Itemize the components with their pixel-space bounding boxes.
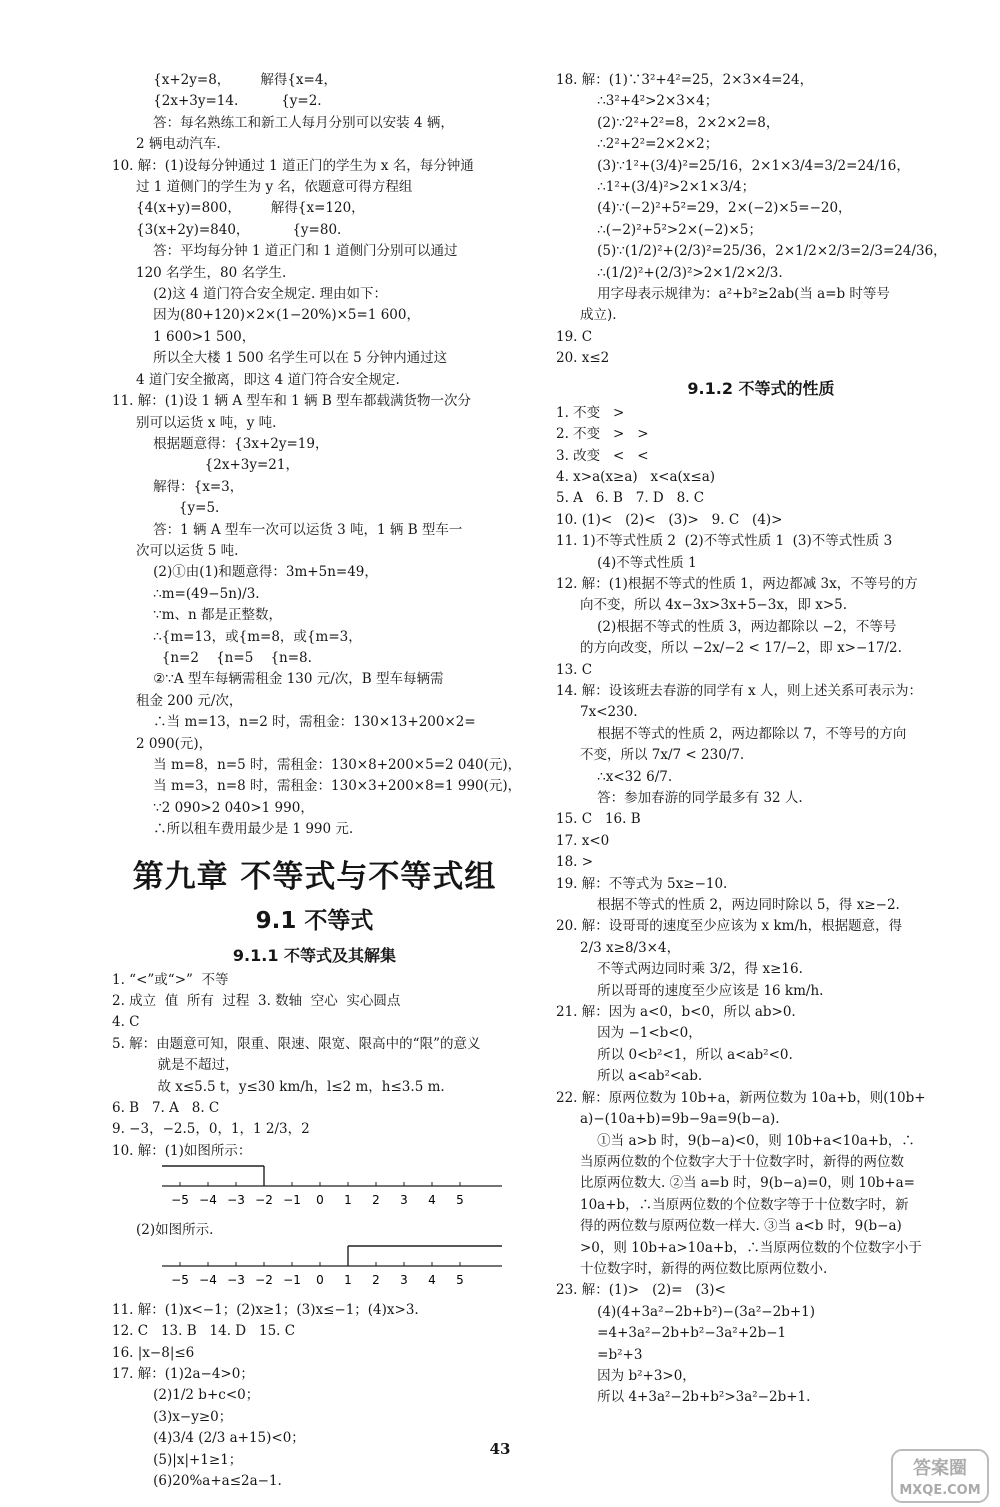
answer-line: 当原两位数的个位数字大于十位数字时，新得的两位数 bbox=[580, 1153, 904, 1170]
answer-line: 13. C bbox=[556, 661, 593, 678]
answer-line: 比原两位数大. ②当 a=b 时，9(b−a)=0，则 10b+a= bbox=[580, 1175, 915, 1192]
answer-line: 租金 200 元/次， bbox=[136, 692, 243, 709]
answer-line: {n=2 {n=5 {n=8. bbox=[136, 649, 312, 666]
answers-9-1-1-part3 bbox=[556, 70, 966, 370]
answer-line: a)−(10a+b)=9b−9a=9(b−a). bbox=[580, 1111, 780, 1128]
answer-line: 解得：{x=3， bbox=[136, 478, 244, 495]
answer-line: 1. 不变 > bbox=[556, 404, 625, 421]
number-line-tick-label: −5 bbox=[171, 1193, 189, 1208]
answer-line: (6)20%a+a≤2a−1. bbox=[136, 1472, 282, 1489]
left-column bbox=[112, 70, 522, 1492]
answer-line: 17. 解：(1)2a−4>0； bbox=[112, 1365, 254, 1382]
answers-9-1-2 bbox=[556, 403, 966, 1409]
answer-line: 18. > bbox=[556, 854, 594, 871]
answer-line: (3)x−y≥0； bbox=[136, 1408, 233, 1425]
answers-9-1-1-part1 bbox=[112, 970, 517, 1163]
number-line-tick-label: 2 bbox=[372, 1193, 380, 1208]
answer-line: 答：参加春游的同学最多有 32 人. bbox=[580, 790, 803, 806]
answer-line: 因为 −1<b<0， bbox=[580, 1025, 702, 1042]
answer-line: 23. 解：(1)> (2)= (3)< bbox=[556, 1282, 726, 1299]
number-line-2-svg bbox=[112, 1244, 517, 1298]
answer-line: 过 1 道侧门的学生为 y 名，依题意可得方程组 bbox=[136, 179, 413, 196]
number-line-tick-label: 4 bbox=[428, 1193, 436, 1208]
answer-line: ∴2²+2²=2×2×2； bbox=[580, 136, 719, 153]
answer-line: 因为(80+120)×2×(1−20%)×5=1 600， bbox=[136, 307, 420, 324]
answer-line: 14. 解：设该班去春游的同学有 x 人，则上述关系可表示为： bbox=[556, 682, 922, 699]
number-line-tick-label: −5 bbox=[171, 1272, 189, 1287]
chapter-title: 第九章 不等式与不等式组 bbox=[132, 858, 497, 895]
number-line-tick-label: 3 bbox=[400, 1272, 408, 1287]
answer-line: (4)(4+3a²−2b+b²)−(3a²−2b+1) bbox=[580, 1303, 816, 1320]
answer-line: 2. 不变 > > bbox=[556, 426, 649, 443]
number-line-tick-label: 3 bbox=[400, 1193, 408, 1208]
answer-line: 1. “<”或“>” 不等 bbox=[112, 971, 229, 988]
answer-line: 1 600>1 500， bbox=[136, 328, 256, 345]
answer-line: 答：每名熟练工和新工人每月分别可以安装 4 辆， bbox=[136, 114, 454, 131]
answer-line: (5)∵(1/2)²+(2/3)²=25/36，2×1/2×2/3=2/3=24/36， bbox=[580, 243, 947, 260]
answer-line: 4 道门安全撤离，即这 4 道门符合安全规定. bbox=[136, 371, 400, 388]
answer-line: 16. |x−8|≤6 bbox=[112, 1344, 195, 1361]
answer-line: 根据不等式的性质 2，两边都除以 7，不等号的方向 bbox=[580, 725, 907, 742]
answer-line: 10. 解：(1)如图所示： bbox=[112, 1142, 252, 1159]
answer-line: 别可以运货 x 吨，y 吨. bbox=[136, 414, 277, 431]
answer-line: ∴1²+(3/4)²>2×1×3/4； bbox=[580, 179, 756, 196]
answer-line: ∴m=(49−5n)/3. bbox=[136, 585, 260, 602]
answer-line: =4+3a²−2b+b²−3a²+2b−1 bbox=[580, 1325, 787, 1342]
answer-line: 10. 解：(1)设每分钟通过 1 道正门的学生为 x 名，每分钟通 bbox=[112, 157, 474, 174]
answer-line: 18. 解：(1)∵3²+4²=25，2×3×4=24， bbox=[556, 72, 814, 88]
answer-line: ∴3²+4²>2×3×4； bbox=[580, 93, 719, 110]
answer-line: 21. 解：因为 a<0，b<0，所以 ab>0. bbox=[556, 1004, 796, 1021]
answer-line: ∴(1/2)²+(2/3)²>2×1/2×2/3. bbox=[580, 264, 783, 281]
answer-line: 根据题意得：{3x+2y=19， bbox=[136, 435, 329, 452]
answer-line: 2. 成立 值 所有 过程 3. 数轴 空心 实心圆点 bbox=[112, 993, 401, 1010]
number-line-tick-label: 0 bbox=[316, 1193, 324, 1208]
answer-line: 就是不超过， bbox=[136, 1057, 239, 1074]
answer-line: ∵2 090>2 040>1 990， bbox=[136, 799, 314, 816]
answer-line: 120 名学生，80 名学生. bbox=[136, 264, 287, 281]
watermark-text: 答案圈 bbox=[913, 1458, 967, 1479]
number-line-tick-label: 4 bbox=[428, 1272, 436, 1287]
answer-line: (2)∵2²+2²=8，2×2×2=8， bbox=[580, 114, 780, 131]
answer-line: 答：1 辆 A 型车一次可以运货 3 吨，1 辆 B 型车一 bbox=[136, 521, 463, 538]
watermark-url: MXQE.COM bbox=[899, 1483, 981, 1498]
answer-line: (2)这 4 道门符合安全规定. 理由如下： bbox=[136, 286, 388, 303]
answer-line: 次可以运货 5 吨. bbox=[136, 542, 239, 559]
answer-line: {x+2y=8， 解得{x=4， bbox=[136, 72, 337, 88]
number-line-tick-label: 0 bbox=[316, 1272, 324, 1287]
answer-line: (4)∵(−2)²+5²=29，2×(−2)×5=−20， bbox=[580, 200, 852, 217]
answer-line: ∴当 m=13，n=2 时，需租金：130×13+200×2= bbox=[136, 714, 476, 731]
answer-line: 15. C 16. B bbox=[556, 811, 641, 828]
number-line-tick-label: −3 bbox=[227, 1272, 245, 1287]
answer-line: 答：平均每分钟 1 道正门和 1 道侧门分别可以通过 bbox=[136, 243, 458, 260]
answer-line: 7x<230. bbox=[580, 704, 638, 721]
answers-9-1-1-part2 bbox=[112, 1300, 517, 1493]
answer-line: 10a+b，∴当原两位数的个位数字等于十位数字时，新 bbox=[580, 1196, 909, 1213]
answer-line: 19. 解：不等式为 5x≥−10. bbox=[556, 875, 728, 892]
section-title: 9.1 不等式 bbox=[255, 907, 374, 934]
number-line-tick-label: −1 bbox=[283, 1193, 301, 1208]
answer-line: 5. 解：由题意可知，限重、限速、限宽、限高中的“限”的意义 bbox=[112, 1035, 481, 1052]
answer-line: 根据不等式的性质 2，两边同时除以 5，得 x≥−2. bbox=[580, 897, 900, 914]
answer-line: 不等式两边同时乘 3/2，得 x≥16. bbox=[580, 961, 803, 978]
answer-line: 20. x≤2 bbox=[556, 350, 610, 367]
page-number: 43 bbox=[489, 1440, 511, 1458]
right-column bbox=[556, 70, 966, 1409]
answer-line: 所以哥哥的速度至少应该是 16 km/h. bbox=[580, 982, 824, 999]
subsection-title-9-1-2: 9.1.2 不等式的性质 bbox=[687, 378, 835, 398]
answer-line: (3)∵1²+(3/4)²=25/16，2×1×3/4=3/2=24/16， bbox=[580, 157, 910, 174]
number-line-tick-label: 1 bbox=[344, 1193, 352, 1208]
answer-line: 6. B 7. A 8. C bbox=[112, 1100, 220, 1117]
number-line-tick-label: −1 bbox=[283, 1272, 301, 1287]
number-line-2 bbox=[112, 1244, 517, 1298]
answer-line: 5. A 6. B 7. D 8. C bbox=[556, 490, 705, 507]
answer-line: ∴{m=13，或{m=8，或{m=3， bbox=[136, 628, 362, 645]
answer-line: {2x+3y=14. {y=2. bbox=[136, 93, 322, 110]
answer-line: 9. −3，−2.5，0，1，1 2/3，2 bbox=[112, 1121, 310, 1138]
answer-line: 当 m=8，n=5 时，需租金：130×8+200×5=2 040(元)， bbox=[136, 757, 522, 773]
answer-line: ∴x<32 6/7. bbox=[580, 768, 673, 785]
number-line-tick-label: 2 bbox=[372, 1272, 380, 1287]
answer-line: 用字母表示规律为：a²+b²≥2ab(当 a=b 时等号 bbox=[580, 286, 890, 303]
answer-line: 20. 解：设哥哥的速度至少应该为 x km/h，根据题意，得 bbox=[556, 918, 903, 935]
answer-line: 3. 改变 < < bbox=[556, 447, 649, 464]
answer-line: 4. x>a(x≥a) x<a(x≤a) bbox=[556, 468, 716, 485]
answer-line: (2)①由(1)和题意得：3m+5n=49， bbox=[136, 564, 378, 581]
subsection-title-9-1-1: 9.1.1 不等式及其解集 bbox=[232, 945, 397, 965]
answer-line: 11. 解：(1)x<−1；(2)x≥1；(3)x≤−1；(4)x>3. bbox=[112, 1301, 419, 1318]
answer-line: 2 090(元)， bbox=[136, 735, 213, 752]
answer-line: 所以 4+3a²−2b+b²>3a²−2b+1. bbox=[580, 1389, 811, 1406]
answer-line: 不变，所以 7x/7 < 230/7. bbox=[580, 747, 745, 764]
number-line-1-svg bbox=[112, 1164, 517, 1218]
answer-line: 10. (1)< (2)< (3)> 9. C (4)> bbox=[556, 511, 783, 528]
answer-line: >0，则 10b+a>10a+b，∴当原两位数的个位数字小于 bbox=[580, 1239, 922, 1256]
number-line-2-label: (2)如图所示. bbox=[136, 1222, 214, 1239]
answer-line: ∴(−2)²+5²>2×(−2)×5； bbox=[580, 221, 762, 238]
answer-line: {4(x+y)=800， 解得{x=120， bbox=[136, 200, 365, 217]
answer-line: ∴所以租车费用最少是 1 990 元. bbox=[136, 821, 354, 838]
number-line-tick-label: 1 bbox=[344, 1272, 352, 1287]
number-line-tick-label: −4 bbox=[199, 1193, 217, 1208]
answer-line: {y=5. bbox=[136, 500, 220, 517]
answer-line: 12. C 13. B 14. D 15. C bbox=[112, 1323, 296, 1340]
answer-line: (2)1/2 b+c<0； bbox=[136, 1387, 260, 1404]
answer-line: 4. C bbox=[112, 1014, 140, 1031]
answer-line: 19. C bbox=[556, 328, 593, 345]
answer-line: 22. 解：原两位数为 10b+a，新两位数为 10a+b，则(10b+ bbox=[556, 1089, 926, 1106]
number-line-tick-label: −2 bbox=[255, 1272, 273, 1287]
answer-line: 所以 0<b²<1，所以 a<ab²<0. bbox=[580, 1046, 793, 1063]
answer-line: (5)|x|+1≥1； bbox=[136, 1451, 243, 1468]
answer-line: 2/3 x≥8/3×4， bbox=[580, 939, 681, 956]
answer-line: 2 辆电动汽车. bbox=[136, 136, 221, 153]
answer-line: 因为 b²+3>0， bbox=[580, 1367, 696, 1384]
answer-line: =b²+3 bbox=[580, 1346, 643, 1363]
answer-line: 所以全大楼 1 500 名学生可以在 5 分钟内通过这 bbox=[136, 350, 448, 367]
answer-line: ∵m、n 都是正整数， bbox=[136, 607, 283, 624]
answer-line: (2)根据不等式的性质 3，两边都除以 −2，不等号 bbox=[580, 618, 897, 635]
answer-line: {2x+3y=21， bbox=[136, 457, 299, 474]
number-line-tick-label: 5 bbox=[456, 1272, 464, 1287]
answer-line: 17. x<0 bbox=[556, 832, 610, 849]
answer-line: 十位数字时，新得的两位数比原两位数小. bbox=[580, 1260, 828, 1277]
answer-line: {3(x+2y)=840， {y=80. bbox=[136, 221, 342, 238]
number-line-tick-label: −4 bbox=[199, 1272, 217, 1287]
answer-line: 成立). bbox=[580, 307, 617, 324]
answer-line: 11. 解：(1)设 1 辆 A 型车和 1 辆 B 型车都载满货物一次分 bbox=[112, 393, 472, 410]
answer-line: 的方向改变，所以 −2x/−2 < 17/−2，即 x>−17/2. bbox=[580, 640, 902, 657]
answer-line: (4)不等式性质 1 bbox=[580, 554, 697, 571]
answer-line: 得的两位数与原两位数一样大. ③当 a<b 时，9(b−a) bbox=[580, 1218, 902, 1235]
number-line-tick-label: −3 bbox=[227, 1193, 245, 1208]
answers-chapter8-end bbox=[112, 70, 522, 841]
answer-line: 11. 1)不等式性质 2 (2)不等式性质 1 (3)不等式性质 3 bbox=[556, 533, 893, 550]
answer-line: 故 x≤5.5 t，y≤30 km/h，l≤2 m，h≤3.5 m. bbox=[136, 1078, 445, 1095]
answer-line: 12. 解：(1)根据不等式的性质 1，两边都减 3x，不等号的方 bbox=[556, 575, 918, 592]
watermark-logo bbox=[890, 1448, 990, 1504]
answer-line: ②∵A 型车每辆需租金 130 元/次，B 型车每辆需 bbox=[136, 671, 444, 688]
answer-line: 所以 a<ab²<ab. bbox=[580, 1068, 703, 1085]
number-line-1 bbox=[112, 1164, 517, 1218]
answer-line: ①当 a>b 时，9(b−a)<0，则 10b+a<10a+b，∴ bbox=[580, 1132, 915, 1149]
answer-line: (4)3/4 (2/3 a+15)<0； bbox=[136, 1430, 305, 1447]
number-line-tick-label: −2 bbox=[255, 1193, 273, 1208]
answer-line: 当 m=3，n=8 时，需租金：130×3+200×8=1 990(元)， bbox=[136, 778, 522, 795]
answer-line: 向不变，所以 4x−3x>3x+5−3x，即 x>5. bbox=[580, 597, 848, 614]
number-line-tick-label: 5 bbox=[456, 1193, 464, 1208]
